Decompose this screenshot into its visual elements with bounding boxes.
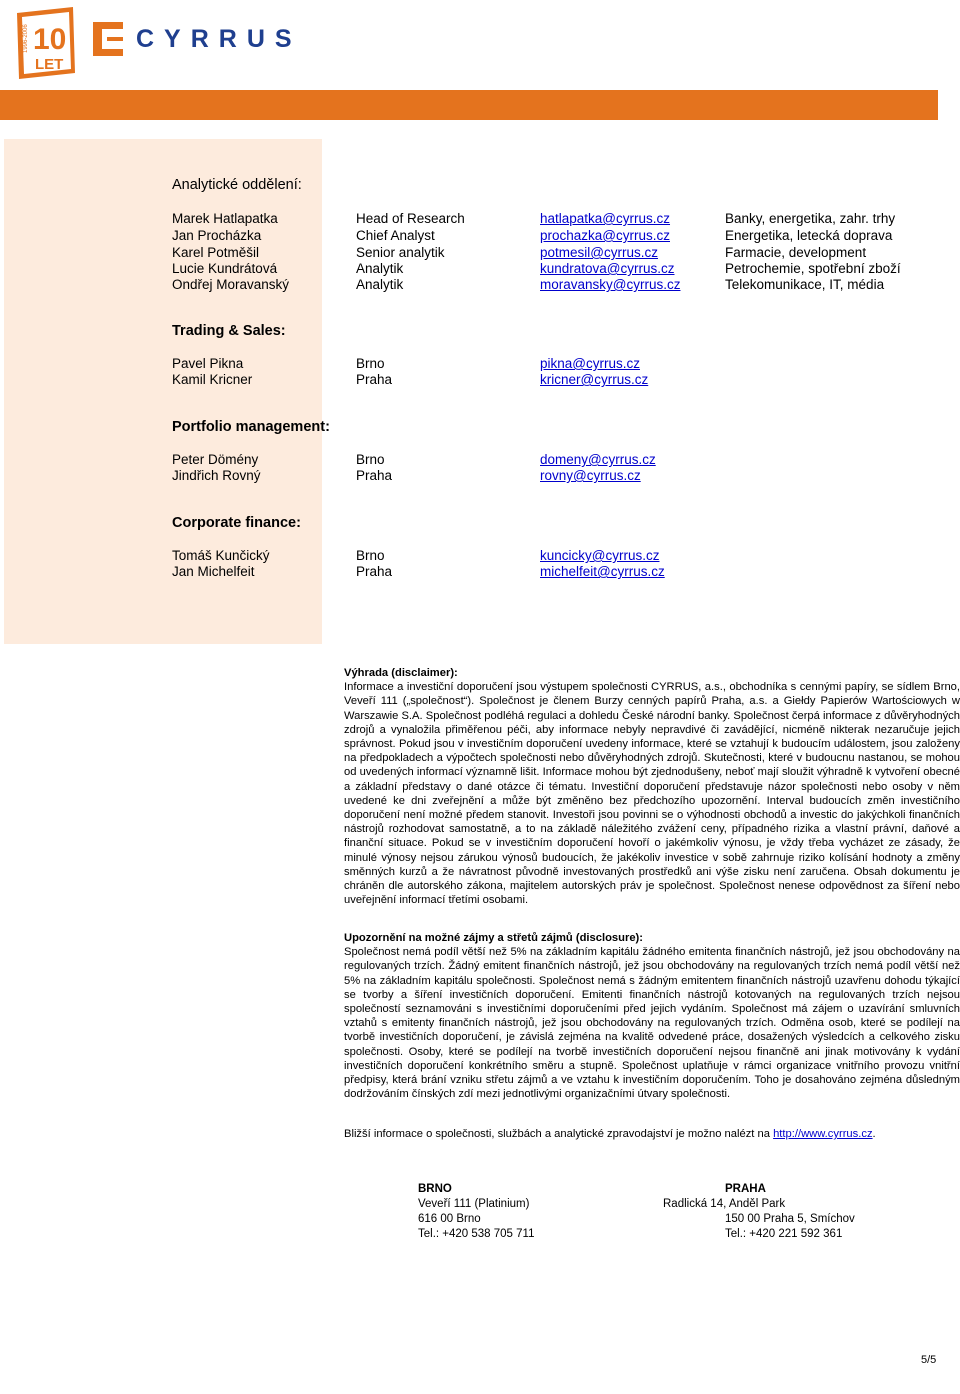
office-brno-street: Veveří 111 (Platinium) [418,1198,530,1210]
contact-coverage: Farmacie, development [725,245,867,260]
contact-name: Jan Michelfeit [172,564,255,579]
more-info-end: . [872,1128,876,1140]
contact-coverage: Petrochemie, spotřební zboží [725,261,901,276]
badge-number: 10 [33,23,67,56]
contact-email-link[interactable]: pikna@cyrrus.cz [540,356,640,371]
contact-name: Karel Potměšil [172,245,260,260]
contact-role: Analytik [356,261,404,276]
section-title-analytics: Analytické oddělení: [172,177,302,193]
office-praha-street: Radlická 14, Anděl Park [663,1198,786,1210]
office-praha-street-block [663,1197,785,1212]
contact-name: Pavel Pikna [172,356,244,371]
contact-row [0,468,960,484]
office-praha-title-block [725,1182,766,1197]
website-link[interactable]: http://www.cyrrus.cz [773,1128,873,1140]
office-brno-phone: Tel.: +420 538 705 711 [418,1228,535,1240]
contact-row [0,245,960,261]
contact-role: Analytik [356,277,404,292]
contact-city: Praha [356,372,393,387]
contact-email-link[interactable]: hatlapatka@cyrrus.cz [540,211,671,226]
disclaimer-block [344,666,960,907]
contact-row [0,452,960,468]
contact-role: Head of Research [356,211,465,226]
contact-name: Jan Procházka [172,228,262,243]
contact-role: Senior analytik [356,245,445,260]
contact-city: Brno [356,452,385,467]
contact-coverage: Energetika, letecká doprava [725,228,893,243]
cyrrus-logo-wordmark: CYRRUS [136,25,302,53]
disclaimer-heading: Výhrada (disclaimer): [344,667,458,679]
contact-name: Ondřej Moravanský [172,277,290,292]
contact-coverage: Banky, energetika, zahr. trhy [725,211,896,226]
office-praha-phone: Tel.: +420 221 592 361 [725,1228,843,1240]
badge-years: 1996-2006 [23,24,29,53]
contact-row [0,356,960,372]
contact-row [0,277,960,293]
contact-row [0,228,960,244]
section-title-corporate-finance: Corporate finance: [172,515,301,531]
office-brno [418,1182,534,1242]
office-brno-title: BRNO [418,1183,452,1195]
contact-email-link[interactable]: rovny@cyrrus.cz [540,468,641,483]
contact-email-link[interactable]: michelfeit@cyrrus.cz [540,564,665,579]
contact-city: Brno [356,356,385,371]
disclaimer-text: Informace a investiční doporučení jsou výstupem společnosti CYRRUS, a.s., obchodníka s cennými papíry, se sídlem Brno, Veveří 111 („společnost“). Společnost je členem Burzy cenných papírů Praha, a.s. a Giełdy Papierów Wartościowych w Warszawie S.A. Společnost podléhá regulaci a dohledu České národní banky. Společnost čerpá informace z důvěryhodných zdrojů a vynaložila přiměřenou péči, aby informace nebyly nepravdivé či zavádějící, nicméně nikterak nezaručuje jejich správnost. Pokud jsou v investičním doporučení uvedeny informace, které se vztahují k budoucím událostem, jsou založeny na předpokladech a výpočtech společnosti nebo důvěryhodných zdrojů. Skutečnosti, které v budoucnu nastanou, se mohou od uvedených informací významně lišit. Informace mohou být zjednodušeny, neboť mají sloužit výhradně k vytvoření obecné a základní představy o dané otázce či tématu. Investiční doporučení představuje názor společnosti nebo osoby v něm uvedené ke dni zveřejnění a může být změněno bez předchozího upozornění. Interval budoucích změn investičního doporučení není možné předem stanovit. Investoři jsou povinni se o výhodnosti obchodů a investic do jakýchkoli finančních nástrojů rozhodovat samostatně, a to na základě náležitého zvážení ceny, případného rizika a vlastní právní, daňové a finanční situace. Pokud se v investičním doporučení hovoří o jakémkoliv výnosu, je vždy třeba vycházet ze zásady, že minulé výnosy nejsou zárukou výnosů budoucích, že jakékoliv investice v sobě zahrnuje riziko kolísání hodnoty a změny směnných kurzů a že návratnost původně investovaných prostředků ani výše zisku není zaručena. Obsah dokumentu je chráněn dle autorského zákona, majitelem autorských práv je společnost. Společnost nenese odpovědnost za šíření nebo uveřejnění informací třetími osobami. [344,681,960,907]
more-info-line [344,1127,960,1141]
contact-email-link[interactable]: domeny@cyrrus.cz [540,452,656,467]
contact-city: Praha [356,468,393,483]
office-brno-city: 616 00 Brno [418,1213,481,1225]
contact-coverage: Telekomunikace, IT, média [725,277,885,292]
contact-city: Praha [356,564,393,579]
contact-email-link[interactable]: kuncicky@cyrrus.cz [540,548,660,563]
contact-row [0,548,960,564]
disclosure-heading: Upozornění na možné zájmy a střetů zájmů (disclosure): [344,932,644,944]
contact-email-link[interactable]: prochazka@cyrrus.cz [540,228,670,243]
contact-row [0,261,960,277]
contact-city: Brno [356,548,385,563]
contact-email-link[interactable]: kundratova@cyrrus.cz [540,261,675,276]
section-title-trading-sales: Trading & Sales: [172,323,286,339]
contact-row [0,564,960,580]
contact-name: Jindřich Rovný [172,468,261,483]
contact-name: Tomáš Kunčický [172,548,270,563]
section-title-portfolio-management: Portfolio management: [172,419,330,435]
contact-email-link[interactable]: potmesil@cyrrus.cz [540,245,658,260]
contact-name: Marek Hatlapatka [172,211,278,226]
contact-name: Kamil Kricner [172,372,253,387]
office-praha-city: 150 00 Praha 5, Smíchov [725,1213,855,1225]
contact-name: Peter Dömény [172,452,259,467]
disclosure-text: Společnost nemá podíl větší než 5% na základním kapitálu žádného emitenta finančních nástrojů, jež jsou obchodovány na regulovaných trzích. Žádný emitent finančních nástrojů, jež jsou obchodovány na regulovaných trzích nemá podíl větší než 5% na základním kapitálu společnosti. Společnost nemá s žádným emitentem finančních nástrojů uzavřenu dohodu týkající se tvorby a šíření investičních doporučení. Emitenti finančních nástrojů kotovaných na regulovaných trzích nejsou společností seznamováni s investičními doporučeními před jejich vydáním. Společnost má zájem o uzavírání smluvních vztahů s emitenty finančních nástrojů, jež jsou obchodovány na regulovaných trzích. Odměna osob, které se podílejí na tvorbě investičních doporučení, je závislá zejména na kvalitě odvedené práce, dosažených výsledcích a celkového zisku společnosti. Osoby, které se podílejí na tvorbě investičních doporučení nejsou finančně ani jinak motivovány k vydání investičních doporučení konkrétního směru a stupně. Společnost uplatňuje v rámci organizace vnitřního provozu vnitřní předpisy, která brání vzniku střetu zájmů a ve vztahu k investičním doporučením. Toho je dosahováno zejména důsledným dodržováním čínských zdí mezi jednotlivými organizačními útvary společnosti. [344,946,960,1101]
page-number: 5/5 [921,1354,937,1366]
badge-word: LET [35,56,64,73]
contact-email-link[interactable]: moravansky@cyrrus.cz [540,277,681,292]
contact-email-link[interactable]: kricner@cyrrus.cz [540,372,649,387]
contact-name: Lucie Kundrátová [172,261,278,276]
contact-role: Chief Analyst [356,228,435,243]
office-praha-title: PRAHA [725,1183,766,1195]
contact-row [0,372,960,388]
more-info-text: Bližší informace o společnosti, službách a analytické zpravodajství je možno nalézt na [344,1128,774,1140]
disclosure-block [344,931,960,1101]
office-praha-rest [725,1212,855,1242]
contact-row [0,211,960,227]
